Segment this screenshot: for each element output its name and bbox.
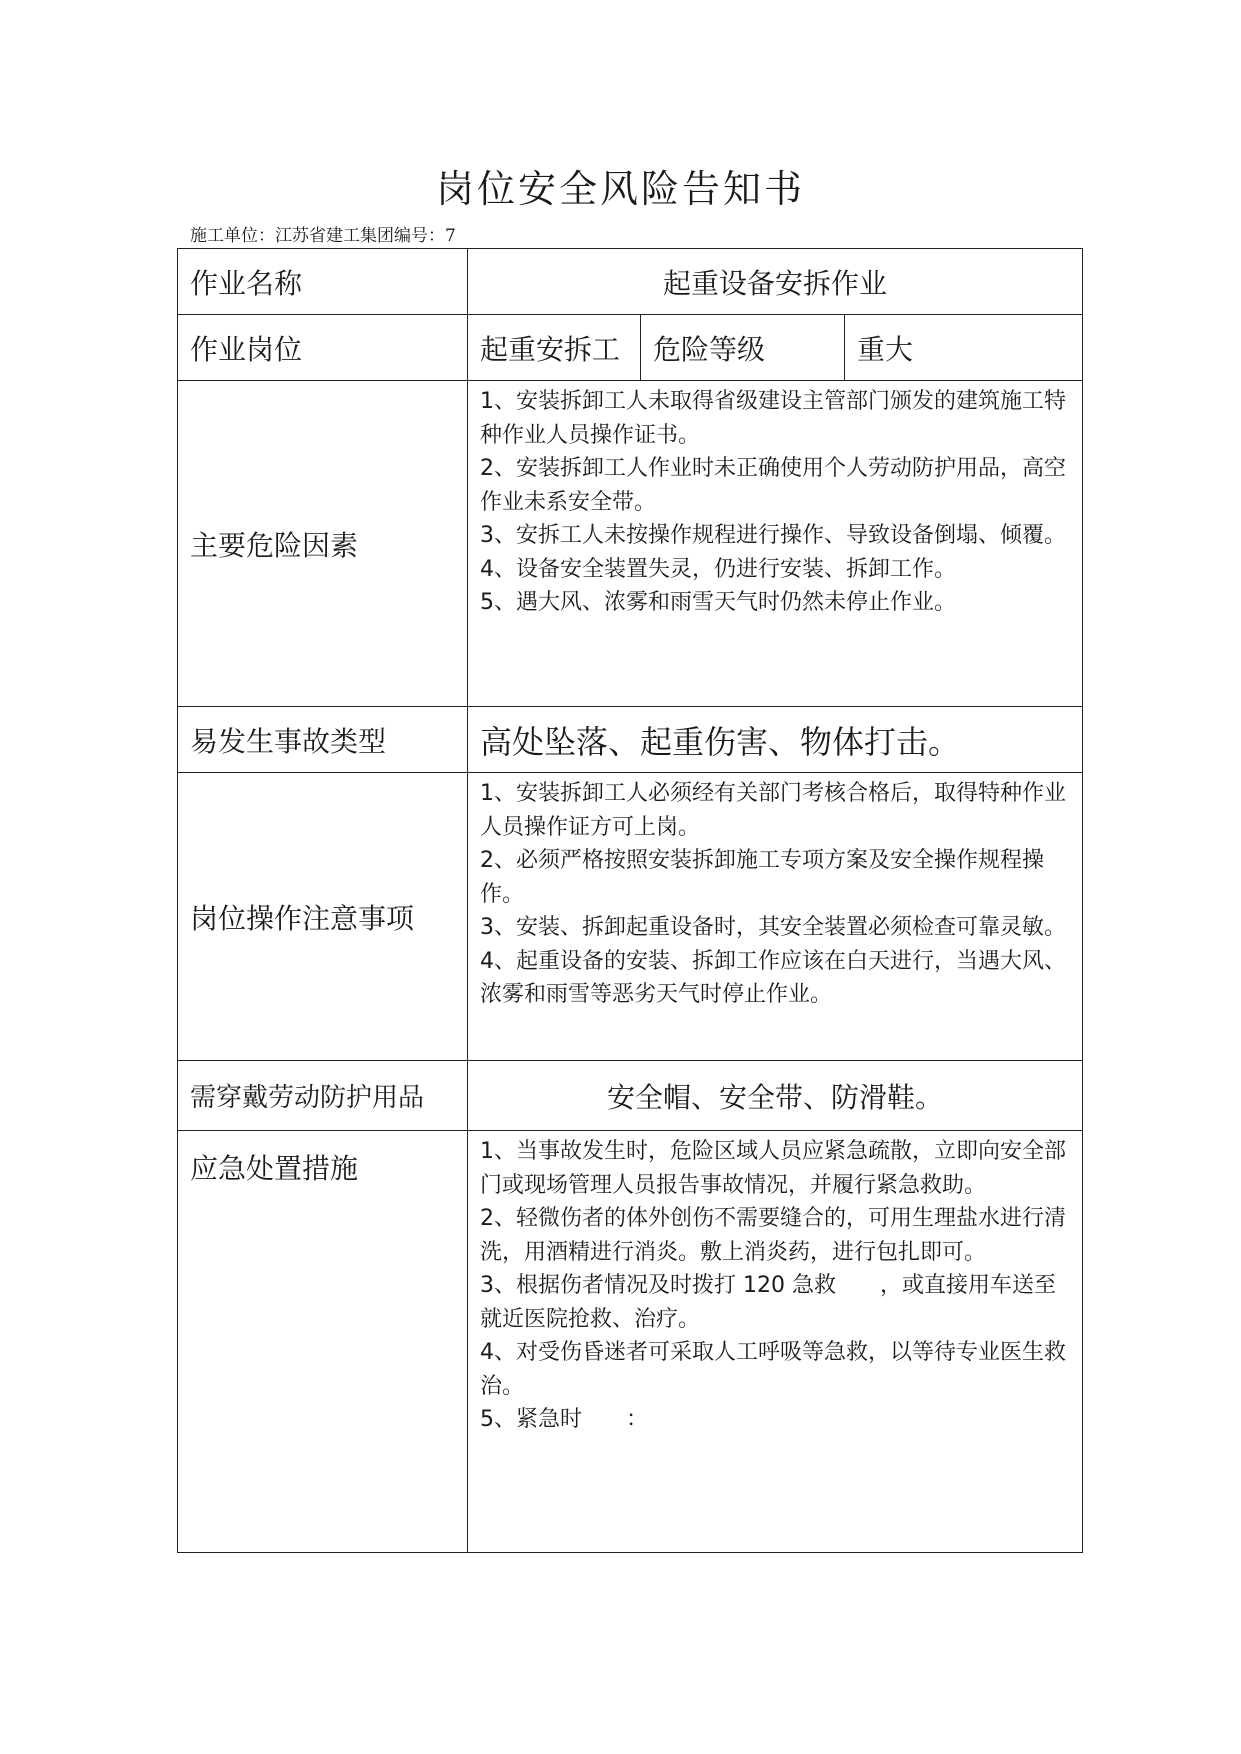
row-post	[178, 315, 1083, 381]
emergency-label: 应急处置措施	[178, 1131, 468, 1553]
risk-level-label: 危险等级	[641, 315, 845, 381]
row-emergency	[178, 1131, 1083, 1553]
emergency-item: 3、根据伤者情况及时拨打 120 急救 ，或直接用车送至就近医院抢救、治疗。	[480, 1273, 1056, 1332]
ppe-value: 安全帽、安全带、防滑鞋。	[468, 1061, 1083, 1131]
document-title: 岗位安全风险告知书	[435, 167, 805, 211]
emergency-list	[468, 1131, 1083, 1553]
post-label: 作业岗位	[178, 315, 468, 381]
job-name-value: 起重设备安拆作业	[468, 249, 1083, 315]
hazard-item: 2、安装拆卸工人作业时未正确使用个人劳动防护用品，高空作业未系安全带。	[480, 456, 1066, 515]
precautions-label: 岗位操作注意事项	[178, 773, 468, 1061]
emergency-item: 2、轻微伤者的体外创伤不需要缝合的，可用生理盐水进行清洗，用酒精进行消炎。敷上消炎药，进行包扎即可。	[480, 1206, 1066, 1265]
precautions-list	[468, 773, 1083, 1061]
row-job-name	[178, 249, 1083, 315]
construction-unit-line: 施工单位：江苏省建工集团编号：7	[190, 226, 456, 246]
precaution-item: 1、安装拆卸工人必须经有关部门考核合格后，取得特种作业人员操作证方可上岗。	[480, 781, 1066, 840]
post-value: 起重安拆工	[468, 315, 641, 381]
emergency-item: 5、紧急时 ：	[480, 1407, 648, 1432]
precaution-item: 2、必须严格按照安装拆卸施工专项方案及安全操作规程操作。	[480, 848, 1044, 907]
precaution-item: 4、起重设备的安装、拆卸工作应该在白天进行，当遇大风、浓雾和雨雪等恶劣天气时停止作业。	[480, 948, 1066, 1007]
risk-level-value: 重大	[845, 315, 1083, 381]
job-name-label: 作业名称	[178, 249, 468, 315]
emergency-item: 1、当事故发生时，危险区域人员应紧急疏散，立即向安全部门或现场管理人员报告事故情况，并履行紧急救助。	[480, 1139, 1066, 1198]
row-ppe	[178, 1061, 1083, 1131]
row-accident-type	[178, 707, 1083, 773]
ppe-label: 需穿戴劳动防护用品	[178, 1061, 468, 1131]
risk-notice-table	[177, 248, 1083, 1553]
emergency-item: 4、对受伤昏迷者可采取人工呼吸等急救，以等待专业医生救治。	[480, 1340, 1066, 1399]
hazard-item: 1、安装拆卸工人未取得省级建设主管部门颁发的建筑施工特种作业人员操作证书。	[480, 389, 1066, 448]
hazards-label: 主要危险因素	[178, 381, 468, 707]
hazard-item: 3、安拆工人未按操作规程进行操作、导致设备倒塌、倾覆。	[480, 523, 1066, 548]
row-hazards	[178, 381, 1083, 707]
row-precautions	[178, 773, 1083, 1061]
accident-type-value: 高处坠落、起重伤害、物体打击。	[468, 707, 1083, 773]
hazard-item: 4、设备安全装置失灵，仍进行安装、拆卸工作。	[480, 556, 956, 582]
hazard-item: 5、遇大风、浓雾和雨雪天气时仍然未停止作业。	[480, 590, 956, 615]
precaution-item: 3、安装、拆卸起重设备时，其安全装置必须检查可靠灵敏。	[480, 915, 1066, 940]
accident-type-label: 易发生事故类型	[178, 707, 468, 773]
hazards-list	[468, 381, 1083, 707]
